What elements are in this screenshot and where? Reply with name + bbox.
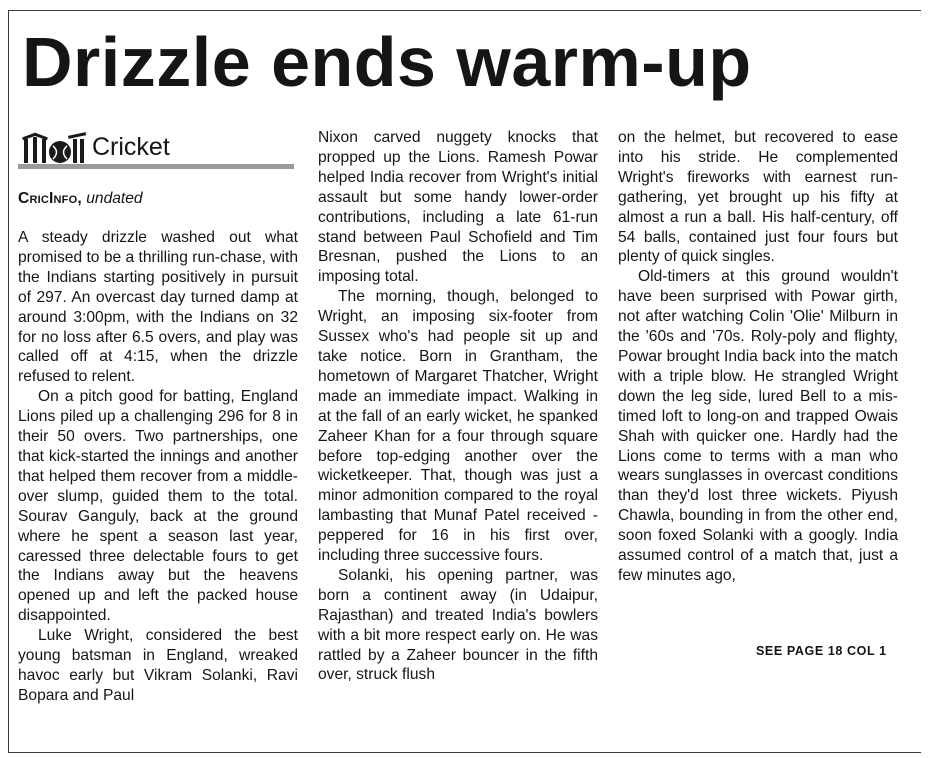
paragraph: Old-timers at this ground wouldn't have been surprised with Powar girth, not after watching Colin 'Olie' Milburn in the '60s and '70s. Roly-poly and flighty, Powar brought India back into the match with a triple blow. He strangled Wright down the leg side, lured Bell to a mis-timed loft to long-on and trapped Owais Shah with quicker one. Hardly had the Lions come to terms with a man who wears sunglasses in overcast conditions than they'd lost three wickets. Piyush Chawla, bounding in from the other end, soon foxed Solanki with a googly. India assumed control of a match that, just a few minutes ago, [618, 268, 898, 584]
byline [18, 189, 143, 209]
column-1 [18, 228, 298, 706]
paragraph: The morning, though, belonged to Wright, an imposing six-footer from Sussex who's had people sit up and take notice. Born in Grantham, the hometown of Margaret Thatcher, Wright made an immediate impact. Walking in at the fall of an early wicket, he spanked Zaheer Khan for a four through square before top-edging another over the wicketkeeper. That, though was just a minor admonition compared to the royal lambasting that Munaf Patel received - peppered for 16 in his first over, including three successive fours. [318, 288, 598, 565]
section-label: Cricket [92, 133, 170, 161]
paragraph: Nixon carved nuggety knocks that propped up the Lions. Ramesh Powar helped India recover from Wright's initial assault but some handy lower-order contributions, including a late 61-run stand between Paul Schofield and Tim Bresnan, pushed the Lions to an imposing total. [318, 129, 598, 286]
paragraph: A steady drizzle washed out what promised to be a thrilling run-chase, with the Indians starting positively in pursuit of 297. An overcast day turned damp at around 3:00pm, with the Indians on 32 for no loss after 6.5 overs, and play was called off at 4:15, when the drizzle refused to relent. [18, 229, 298, 386]
paragraph: Luke Wright, considered the best young batsman in England, wreaked havoc early but Vikram Solanki, Ravi Bopara and Paul [18, 627, 298, 704]
section-logo [18, 126, 294, 166]
paragraph: Solanki, his opening partner, was born a continent away (in Udaipur, Rajasthan) and treated India's bowlers with a bit more respect early on. He was rattled by a Zaheer bouncer in the fifth over, struck flush [318, 566, 598, 684]
cricket-stumps-icon [18, 126, 88, 164]
paragraph: On a pitch good for batting, England Lions piled up a challenging 296 for 8 in their 50 overs. Two partnerships, one that kick-started the innings and another that helped them recover from a middle-over slump, guided them to the total. Sourav Ganguly, back at the ground where he spent a season last year, caressed three delectable fours to get the Indians away but the heavens opened up and left the packed house disappointed. [18, 388, 298, 625]
headline: Drizzle ends warm-up [22, 23, 752, 101]
left-rule [8, 10, 9, 753]
byline-date: undated [86, 190, 143, 207]
byline-source: CricInfo, [18, 190, 82, 207]
section-underline [18, 164, 294, 169]
jump-line[interactable]: SEE PAGE 18 COL 1 [756, 644, 887, 658]
column-3 [618, 128, 898, 586]
bottom-rule [8, 752, 921, 753]
column-2 [318, 128, 598, 685]
paragraph: on the helmet, but recovered to ease into his stride. He complemented Wright's fireworks with earnest run-gathering, yet brought up his fifty at almost a run a ball. His half-century, off 54 balls, contained just four fours but plenty of quick singles. [618, 129, 898, 266]
top-rule [8, 10, 921, 11]
